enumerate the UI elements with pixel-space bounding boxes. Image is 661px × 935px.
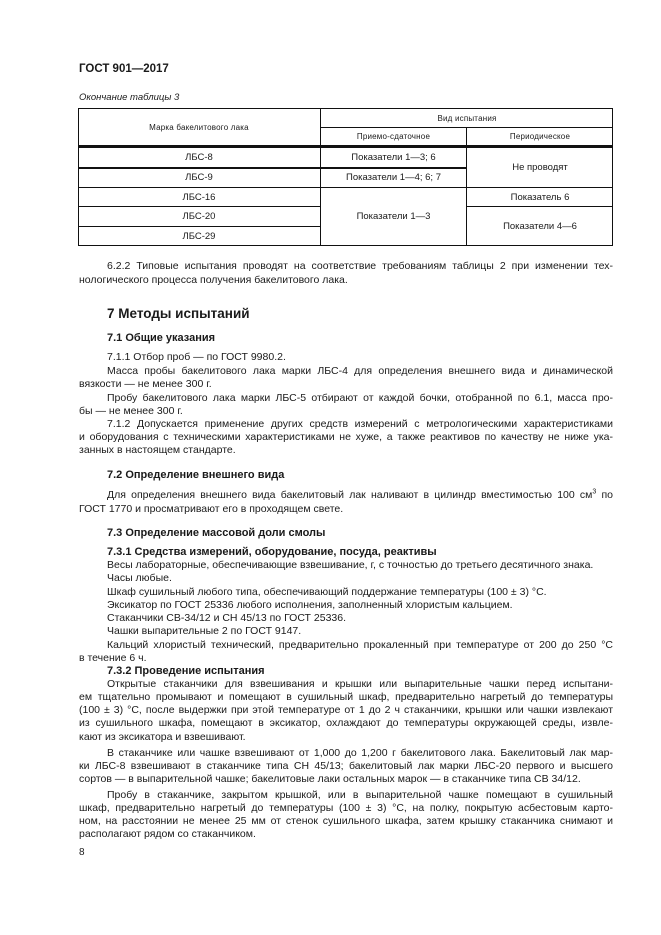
paragraph-line: вязкости — не менее 300 г. [79, 378, 212, 390]
paragraph-line: бы — не менее 300 г. [79, 405, 183, 417]
document-id: ГОСТ 901—2017 [79, 63, 169, 75]
header-acceptance: Приемо-сдаточное [356, 132, 431, 141]
paragraph-line: Масса пробы бакелитового лака марки ЛБС-4 для определения внешнего вида и динамической [107, 365, 613, 377]
paragraph-line: ки ЛБС-8 взвешивают в стаканчике типа СН 45/13; бакелитовый лак марки ЛБС-20 первого и высшего [79, 760, 613, 772]
acceptance-cell: Показатели 1—4; 6; 7 [346, 172, 441, 183]
paragraph-line: Открытые стаканчики для взвешивания и крышки или выпарительные чашки перед испытани- [107, 678, 613, 690]
paragraph-line: Стаканчики СВ-34/12 и СН 45/13 по ГОСТ 25336. [107, 612, 347, 624]
paragraph-line: 7.1.2 Допускается применение других средств измерений с метрологическими характеристиками [107, 418, 613, 430]
paragraph-line: нологического процесса получения бакелитового лака. [79, 274, 348, 286]
paragraph-line: Пробу в стаканчике, закрытом крышкой, или в выпарительной чашке помещают в сушильный [107, 789, 613, 801]
periodic-cell: Не проводят [512, 162, 568, 173]
subsection-title: 7.3.1 Средства измерений, оборудование, посуда, реактивы [107, 546, 437, 558]
paragraph-line: ем тщательно промывают и помещают в сушильный шкаф, предварительно нагретый до температуры [79, 691, 613, 703]
paragraph-line: ном, на расстоянии не менее 25 мм от стенок сушильного шкафа, затем крышку стаканчика снимают и [79, 815, 613, 827]
table-caption: Окончание таблицы 3 [79, 92, 180, 103]
text-fragment: по [596, 489, 613, 501]
paragraph-line: шкаф, предварительно нагретый до температуры (100 ± 3) °С, на полку, покрытую асбестовым карто- [79, 802, 613, 814]
header-test-type: Вид испытания [437, 113, 497, 123]
paragraph-line: 6.2.2 Типовые испытания проводят на соответствие требованиям таблицы 2 при изменении тех- [107, 260, 613, 272]
paragraph-line: 7.1.1 Отбор проб — по ГОСТ 9980.2. [107, 351, 286, 363]
section-title: 7 Методы испытаний [107, 306, 250, 321]
header-periodic: Периодическое [509, 132, 571, 141]
paragraph-line [107, 489, 613, 502]
paragraph-line: ГОСТ 1770 и просматривают его в проходящем свете. [79, 503, 344, 515]
paragraph-line: Пробу бакелитового лака марки ЛБС-5 отбирают от каждой бочки, отобранной по 6.1, масса про- [107, 392, 613, 404]
paragraph-line: Эксикатор по ГОСТ 25336 любого исполнения, заполненный хлористым кальцием. [107, 599, 513, 611]
paragraph-line: в течение 6 ч. [79, 652, 147, 664]
paragraph-line: кают из эксикатора и взвешивают. [79, 731, 246, 743]
table-row-brand: ЛБС-9 [185, 172, 213, 183]
paragraph-line: занных в настоящем стандарте. [79, 444, 236, 456]
header-brand: Марка бакелитового лака [149, 122, 249, 132]
table-3 [78, 108, 613, 246]
table-row-brand: ЛБС-20 [182, 211, 216, 222]
subsection-title: 7.3 Определение массовой доли смолы [107, 527, 326, 539]
paragraph-line: и оборудования с техническими характеристиками не хуже, а также реактивов по качеству не ниже ука- [79, 431, 613, 443]
subsection-title: 7.1 Общие указания [107, 332, 216, 344]
paragraph-line: Весы лабораторные, обеспечивающие взвешивание, г, с точностью до третьего десятичного знака. [107, 559, 594, 571]
subsection-title: 7.3.2 Проведение испытания [107, 665, 265, 677]
paragraph-line: располагают рядом со стаканчиком. [79, 828, 256, 840]
table-row-brand: ЛБС-16 [182, 191, 216, 203]
acceptance-cell: Показатели 1—3; 6 [351, 152, 436, 163]
paragraph-line: Чашки выпарительные 2 по ГОСТ 9147. [107, 625, 302, 637]
paragraph-line: Шкаф сушильный любого типа, обеспечивающий поддержание температуры (100 ± 3) °С. [107, 586, 547, 598]
page-number: 8 [79, 847, 85, 858]
paragraph-line: Часы любые. [107, 572, 172, 584]
paragraph-line: В стаканчике или чашке взвешивают от 1,000 до 1,200 г бакелитового лака. Бакелитовый лак мар- [107, 747, 613, 759]
periodic-cell: Показатель 6 [510, 191, 570, 203]
periodic-cell: Показатели 4—6 [503, 220, 577, 232]
subsection-title: 7.2 Определение внешнего вида [107, 469, 285, 481]
paragraph-line: (100 ± 3) °С, после выдержки при этой температуре от 1 до 2 ч стаканчики, крышки или чашки извлекают [79, 704, 613, 716]
superscript: 3 [592, 488, 597, 496]
table-row-brand: ЛБС-29 [182, 230, 216, 242]
paragraph-line: сортов — в выпарительной чашке; бакелитовые лаки остальных марок — в стаканчике типа СВ 34/12. [79, 773, 581, 785]
paragraph-line: из сушильного шкафа, помещают в эксикатор, охлаждают до температуры окружающей среды, извле- [79, 717, 613, 729]
table-row-brand: ЛБС-8 [185, 152, 213, 163]
paragraph-line: Кальций хлористый технический, предварительно прокаленный при температуре от 200 до 250 °С [107, 639, 613, 651]
text-fragment: Для определения внешнего вида бакелитовый лак наливают в цилиндр вместимостью 100 см [107, 489, 593, 501]
acceptance-cell: Показатели 1—3 [356, 211, 431, 222]
